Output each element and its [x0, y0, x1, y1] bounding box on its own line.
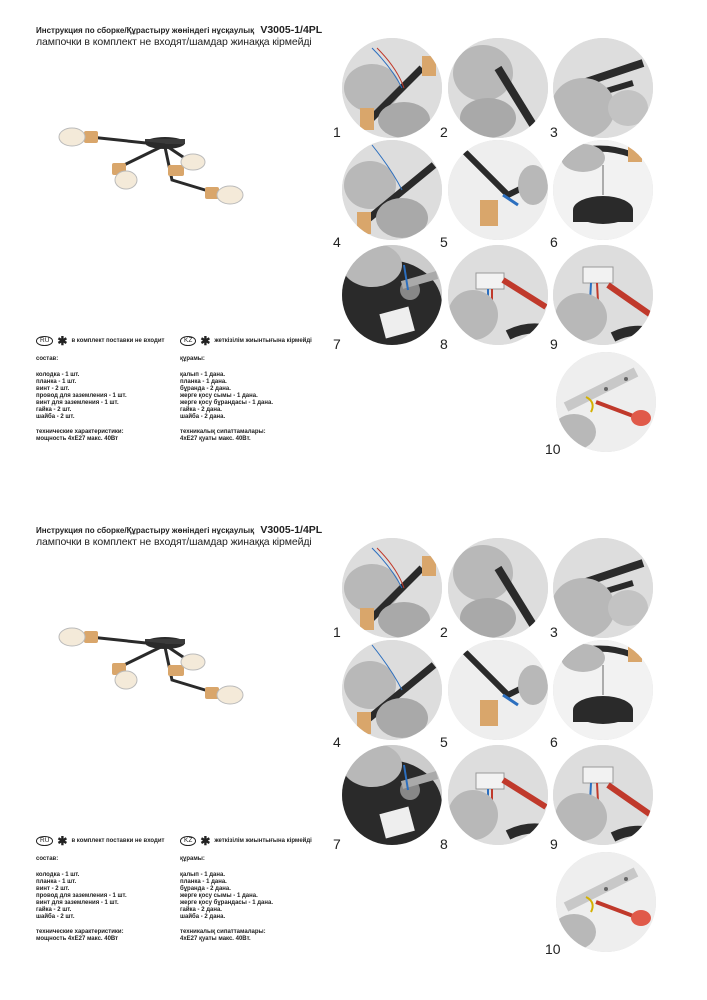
list-item: планка - 1 дана.: [180, 379, 227, 385]
lamp-illustration: [50, 625, 260, 715]
kz-specs-value: 4хЕ27 қуаты макс. 40Вт.: [180, 936, 251, 942]
step-number: 10: [545, 941, 561, 957]
step-1-photo: [342, 538, 442, 638]
list-item: винт для заземления - 1 шт.: [36, 400, 119, 406]
step-number: 1: [333, 624, 341, 640]
kz-header: [180, 836, 312, 846]
step-number: 4: [333, 234, 341, 250]
step-number: 2: [440, 124, 448, 140]
step-number: 9: [550, 336, 558, 352]
list-item: бұрандa - 2 дана.: [180, 386, 231, 392]
subtitle: лампочки в комплект не входят/шамдар жинаққа кірмейді: [36, 536, 312, 548]
step-4-photo: [342, 640, 442, 740]
step-number: 3: [550, 624, 558, 640]
ru-specs-label: технические характеристики:: [36, 429, 124, 435]
step-number: 3: [550, 124, 558, 140]
step-number: 8: [440, 336, 448, 352]
list-item: винт - 2 шт.: [36, 386, 70, 392]
kz-note: жеткізілім жиынтығына кірмейді: [214, 837, 312, 844]
list-item: колодка - 1 шт.: [36, 872, 80, 878]
kz-composition-label: құрамы:: [180, 356, 205, 362]
step-2-photo: [448, 38, 548, 138]
ru-specs-value: мощность 4хЕ27 макс. 40Вт: [36, 436, 119, 442]
list-item: жерге қосу сымы - 1 дана.: [180, 393, 258, 399]
asterisk-icon: ✱: [200, 834, 211, 848]
step-3-photo: [553, 38, 653, 138]
list-item: винт для заземления - 1 шт.: [36, 900, 119, 906]
step-number: 8: [440, 836, 448, 852]
kz-section: [180, 836, 312, 943]
step-1-photo: [342, 38, 442, 138]
step-number: 4: [333, 734, 341, 750]
list-item: провод для заземления - 1 шт.: [36, 393, 127, 399]
step-3-photo: [553, 538, 653, 638]
step-10-photo: [556, 852, 656, 952]
step-6-photo: [553, 140, 653, 240]
ru-section: [36, 836, 164, 943]
asterisk-icon: ✱: [200, 334, 211, 348]
document-title: Инструкция по сборке/Құрастыру жөніндегі нұсқаулық: [36, 526, 255, 535]
step-8-photo: [448, 245, 548, 345]
step-number: 1: [333, 124, 341, 140]
ru-header: [36, 836, 164, 846]
list-item: планка - 1 шт.: [36, 379, 77, 385]
list-item: жерге қосу бұрандасы - 1 дана.: [180, 900, 273, 906]
list-item: шайба - 2 дана.: [180, 414, 226, 420]
title-line: [36, 24, 322, 36]
step-10-photo: [556, 352, 656, 452]
ru-header: [36, 336, 164, 346]
instruction-sheet-bottom: [0, 500, 707, 1000]
document-title: Инструкция по сборке/Құрастыру жөніндегі нұсқаулық: [36, 26, 255, 35]
ru-specs-label: технические характеристики:: [36, 929, 124, 935]
subtitle: лампочки в комплект не входят/шамдар жинаққа кірмейді: [36, 36, 312, 48]
list-item: шайба - 2 дана.: [180, 914, 226, 920]
step-number: 7: [333, 836, 341, 852]
list-item: провод для заземления - 1 шт.: [36, 893, 127, 899]
ru-section: [36, 336, 164, 443]
list-item: гайка - 2 дана.: [180, 407, 222, 413]
list-item: гайка - 2 дана.: [180, 907, 222, 913]
step-number: 6: [550, 734, 558, 750]
step-9-photo: [553, 245, 653, 345]
kz-badge: KZ: [180, 336, 196, 346]
step-number: 5: [440, 734, 448, 750]
list-item: қалып - 1 дана.: [180, 372, 226, 378]
step-number: 6: [550, 234, 558, 250]
ru-composition-label: состав:: [36, 856, 59, 862]
model-number: V3005-1/4PL: [260, 24, 323, 36]
step-7-photo: [342, 745, 442, 845]
ru-note: в комплект поставки не входит: [71, 337, 165, 344]
step-number: 2: [440, 624, 448, 640]
ru-composition-label: состав:: [36, 356, 59, 362]
ru-badge: RU: [36, 836, 53, 846]
kz-specs-label: техникалық сипаттамалары:: [180, 929, 266, 935]
list-item: планка - 1 дана.: [180, 879, 227, 885]
step-4-photo: [342, 140, 442, 240]
kz-note: жеткізілім жиынтығына кірмейді: [214, 337, 312, 344]
kz-composition-label: құрамы:: [180, 856, 205, 862]
step-number: 7: [333, 336, 341, 352]
step-2-photo: [448, 538, 548, 638]
list-item: жерге қосу сымы - 1 дана.: [180, 893, 258, 899]
kz-section: [180, 336, 312, 443]
ru-badge: RU: [36, 336, 53, 346]
step-number: 9: [550, 836, 558, 852]
kz-header: [180, 336, 312, 346]
title-line: [36, 524, 322, 536]
lamp-illustration: [50, 125, 260, 215]
kz-badge: KZ: [180, 836, 196, 846]
list-item: шайба - 2 шт.: [36, 914, 75, 920]
step-6-photo: [553, 640, 653, 740]
list-item: гайка - 2 шт.: [36, 407, 72, 413]
kz-specs-value: 4хЕ27 қуаты макс. 40Вт.: [180, 436, 251, 442]
list-item: жерге қосу бұрандасы - 1 дана.: [180, 400, 273, 406]
list-item: винт - 2 шт.: [36, 886, 70, 892]
kz-specs-label: техникалық сипаттамалары:: [180, 429, 266, 435]
ru-note: в комплект поставки не входит: [71, 837, 165, 844]
step-number: 10: [545, 441, 561, 457]
step-9-photo: [553, 745, 653, 845]
step-5-photo: [448, 640, 548, 740]
step-5-photo: [448, 140, 548, 240]
list-item: шайба - 2 шт.: [36, 414, 75, 420]
asterisk-icon: ✱: [57, 334, 68, 348]
step-8-photo: [448, 745, 548, 845]
list-item: колодка - 1 шт.: [36, 372, 80, 378]
model-number: V3005-1/4PL: [260, 524, 323, 536]
asterisk-icon: ✱: [57, 834, 68, 848]
step-number: 5: [440, 234, 448, 250]
step-7-photo: [342, 245, 442, 345]
list-item: гайка - 2 шт.: [36, 907, 72, 913]
list-item: қалып - 1 дана.: [180, 872, 226, 878]
list-item: планка - 1 шт.: [36, 879, 77, 885]
ru-specs-value: мощность 4хЕ27 макс. 40Вт: [36, 936, 119, 942]
list-item: бұрандa - 2 дана.: [180, 886, 231, 892]
